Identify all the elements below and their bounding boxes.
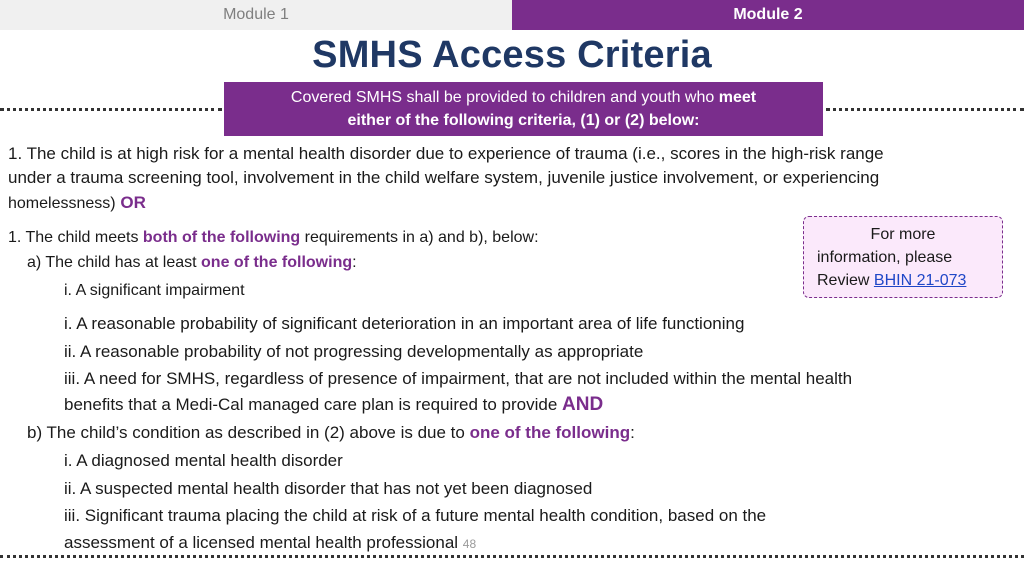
criterion-2-bold: both of the following [142, 229, 301, 246]
dotted-divider-right [826, 108, 1024, 111]
criterion-2a-iii-text: benefits that a Medi-Cal managed care plan is required to provide [64, 395, 558, 414]
criterion-1-line-2: under a trauma screening tool, involvement in the child welfare system, juvenile justice involvement, or experiencing [8, 168, 880, 187]
page-title: SMHS Access Criteria [312, 34, 712, 76]
criterion-1-line-1: 1. The child is at high risk for a mental health disorder due to experience of trauma (i.e., scores in the high-risk range [8, 144, 884, 163]
criterion-2a-post: : [352, 254, 357, 271]
criterion-1-line-3-text: homelessness) [8, 195, 116, 212]
criterion-2a-ii: ii. A reasonable probability of not progressing developmentally as appropriate [64, 342, 644, 361]
module-tabs [0, 0, 1024, 30]
banner-bold-meet: meet [718, 89, 757, 106]
dotted-divider-bottom [0, 555, 1024, 558]
bhin-link[interactable]: BHIN 21-073 [873, 272, 967, 289]
or-connector: OR [120, 193, 146, 212]
more-info-callout [803, 216, 1003, 298]
criterion-2a-iii-line-1: iii. A need for SMHS, regardless of presence of impairment, that are not included within the mental health [64, 369, 853, 388]
criterion-2b-bold: one of the following [469, 423, 631, 442]
criterion-2-pre: 1. The child meets [8, 229, 143, 246]
criterion-2a [27, 254, 357, 272]
criteria-banner [224, 82, 823, 136]
criterion-2b-iii-line-1: iii. Significant trauma placing the child at risk of a future mental health condition, based on the [64, 506, 767, 525]
criterion-2a-iii-line-2 [64, 394, 603, 416]
banner-bold-criteria: either of the following criteria, (1) or (2) below: [347, 112, 700, 129]
tab-module-2[interactable]: Module 2 [512, 0, 1024, 30]
banner-text: Covered SMHS shall be provided to children and youth who [290, 89, 719, 106]
criterion-2b-ii: ii. A suspected mental health disorder that has not yet been diagnosed [64, 479, 593, 498]
criterion-2b-pre: b) The child’s condition as described in (2) above is due to [27, 423, 470, 442]
tab-module-1[interactable]: Module 1 [0, 0, 512, 30]
criterion-1-line-3 [8, 193, 146, 213]
criterion-2b-i: i. A diagnosed mental health disorder [64, 451, 343, 470]
criterion-2a-i: i. A significant impairment [64, 282, 245, 299]
callout-line-3 [817, 269, 966, 292]
criterion-2a-i-deterioration: i. A reasonable probability of significant deterioration in an important area of life functioning [64, 314, 745, 333]
dotted-divider-left [0, 108, 222, 111]
criterion-2-heading [8, 229, 539, 247]
criterion-2b-post: : [630, 423, 635, 442]
criterion-2b-iii-text: assessment of a licensed mental health professional [64, 533, 459, 552]
criterion-2a-pre: a) The child has at least [27, 254, 202, 271]
criterion-2b [27, 423, 635, 443]
page-number: 48 [462, 537, 477, 551]
callout-review-text: Review [817, 272, 874, 289]
callout-line-1: For more [870, 226, 936, 243]
criterion-2a-bold: one of the following [201, 254, 353, 271]
criterion-2b-iii-line-2 [64, 533, 476, 553]
callout-line-2: information, please [817, 249, 953, 266]
criterion-2-post: requirements in a) and b), below: [300, 229, 539, 246]
and-connector: AND [562, 394, 604, 415]
